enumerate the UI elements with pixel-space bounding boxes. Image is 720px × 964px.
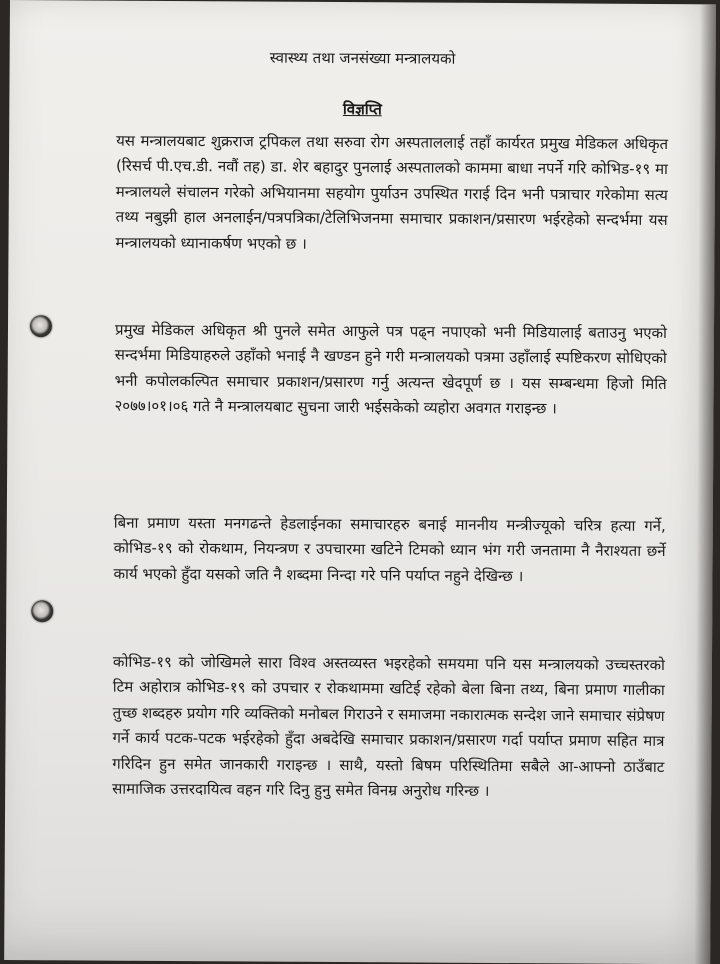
paragraph-3: बिना प्रमाण यस्ता मनगढन्ते हेडलाईनका समाचारहरु बनाई माननीय मन्त्रीज्यूको चरित्र हत्या गर्ने, कोभिड-१९ को रोकथाम, नियन्त्रण र उपचारमा खटिने टिमको ध्यान भंग गरी जनतामा नै नैराश्यता छर्ने कार्य भएको हुँदा यसको जति नै शब्दमा निन्दा गरे पनि पर्याप्त नहुने देखिन्छ । — [113, 513, 666, 585]
page-edge-shadow — [694, 4, 716, 964]
paragraph-4: कोभिड-१९ को जोखिमले सारा विश्व अस्तव्यस्त भइरहेको समयमा पनि यस मन्त्रालयको उच्चस्तरको टिम अहोरात्र कोभिड-१९ को उपचार र रोकथाममा खटिई रहेको बेला बिना तथ्य, बिना प्रमाण गालीका तुच्छ शब्दहरु प्रयोग गरि व्यक्तिको मनोबल गिराउने र समाजमा नकारात्मक सन्देश जाने समाचार संप्रेषण गर्ने कार्य पटक-पटक भईरहेको हुँदा अबदेखि समाचार प्रकाशन/प्रसारण गर्दा पर्याप्त प्रमाण सहित मात्र गरिदिन हुन समेत जानकारी गराइन्छ । साथै, यस्तो बिषम परिस्थितिमा सबैले आ-आफ्नो ठाउँबाट सामाजिक उत्तरदायित्व वहन गरि दिनु हुनु समेत विनम्र अनुरोध गरिन्छ । — [112, 652, 666, 800]
punch-hole — [31, 600, 53, 622]
punch-hole — [30, 315, 52, 337]
ministry-title: स्वास्थ्य तथा जनसंख्या मन्त्रालयको — [269, 48, 456, 68]
paper-sheet — [4, 0, 716, 964]
paragraph-1: यस मन्त्रालयबाट शुक्रराज ट्रपिकल तथा सरुवा रोग अस्पताललाई तहाँ कार्यरत प्रमुख मेडिकल अधिकृत (रिसर्च पी.एच.डी. नवौं तह) डा. शेर बहादुर पुनलाई अस्पतालको काममा बाधा नपर्ने गरि कोभिड-१९ मा मन्त्रालयले संचालन गरेको अभियानमा सहयोग पुर्याउन उपस्थित गराई दिन भनी पत्राचार गरेकोमा सत्य तथ्य नबुझी हाल अनलाईन/पत्रपत्रिका/टेलिभिजनमा समाचार प्रकाशन/प्रसारण भईरहेको सन्दर्भमा यस मन्त्रालयको ध्यानाकर्षण भएको छ । — [115, 131, 669, 253]
paragraph-2: प्रमुख मेडिकल अधिकृत श्री पुनले समेत आफुले पत्र पढ्न नपाएको भनी मिडियालाई बताउनु भएको सन्दर्भमा मिडियाहरुले उहाँको भनाई नै खण्डन हुने गरी मन्त्रालयको पत्रमा उहाँलाई स्पष्टिकरण सोधिएको भनी कपोलकल्पित समाचार प्रकाशन/प्रसारण गर्नु अत्यन्त खेदपूर्ण छ । यस सम्बन्धमा हिजो मिति २०७७।०१।०६ गते नै मन्त्रालयबाट सुचना जारी भईसकेको व्यहोरा अवगत गराइन्छ । — [114, 320, 668, 418]
notice-heading: विज्ञप्ति — [342, 100, 382, 119]
